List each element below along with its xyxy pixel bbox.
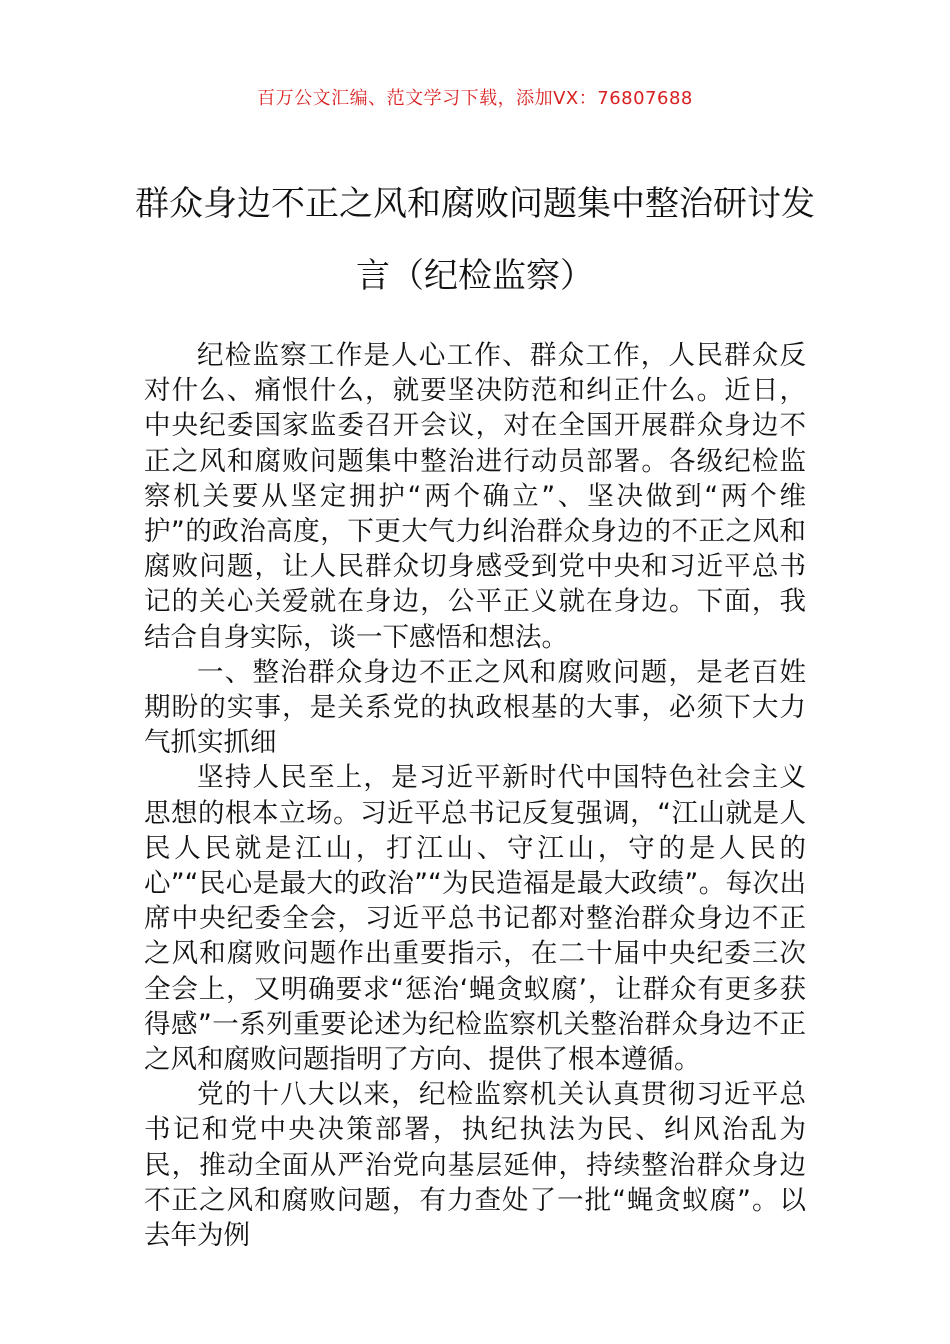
body-paragraph: 坚持人民至上，是习近平新时代中国特色社会主义思想的根本立场。习近平总书记反复强调，“江山就是人民人民就是江山，打江山、守江山，守的是人民的心”“民心是最大的政治”“为民造福是最大政绩”。每次出席中央纪委全会，习近平总书记都对整治群众身边不正之风和腐败问题作出重要指示，在二十届中央纪委三次全会上，又明确要求“惩治‘蝇贪蚁腐’，让群众有更多获得感”一系列重要论述为纪检监察机关整治群众身边不正之风和腐败问题指明了方向、提供了根本遵循。 [144, 762, 806, 1076]
document-body [144, 338, 806, 1253]
document-title: 群众身边不正之风和腐败问题集中整治研讨发言（纪检监察） [135, 184, 815, 296]
header-watermark-note: 百万公文汇编、范文学习下载，添加VX：76807688 [257, 88, 693, 109]
body-paragraph: 党的十八大以来，纪检监察机关认真贯彻习近平总书记和党中央决策部署，执纪执法为民、纠风治乱为民，推动全面从严治党向基层延伸，持续整治群众身边不正之风和腐败问题，有力查处了一批“蝇贪蚁腐”。以去年为例 [144, 1079, 806, 1252]
body-heading-section-one: 一、整治群众身边不正之风和腐败问题，是老百姓期盼的实事，是关系党的执政根基的大事，必须下大力气抓实抓细 [144, 656, 806, 759]
body-paragraph-intro: 纪检监察工作是人心工作、群众工作，人民群众反对什么、痛恨什么，就要坚决防范和纠正什么。近日，中央纪委国家监委召开会议，对在全国开展群众身边不正之风和腐败问题集中整治进行动员部署。各级纪检监察机关要从坚定拥护“两个确立”、坚决做到“两个维护”的政治高度，下更大气力纠治群众身边的不正之风和腐败问题，让人民群众切身感受到党中央和习近平总书记的关心关爱就在身边，公平正义就在身边。下面，我结合自身实际，谈一下感悟和想法。 [144, 340, 806, 653]
